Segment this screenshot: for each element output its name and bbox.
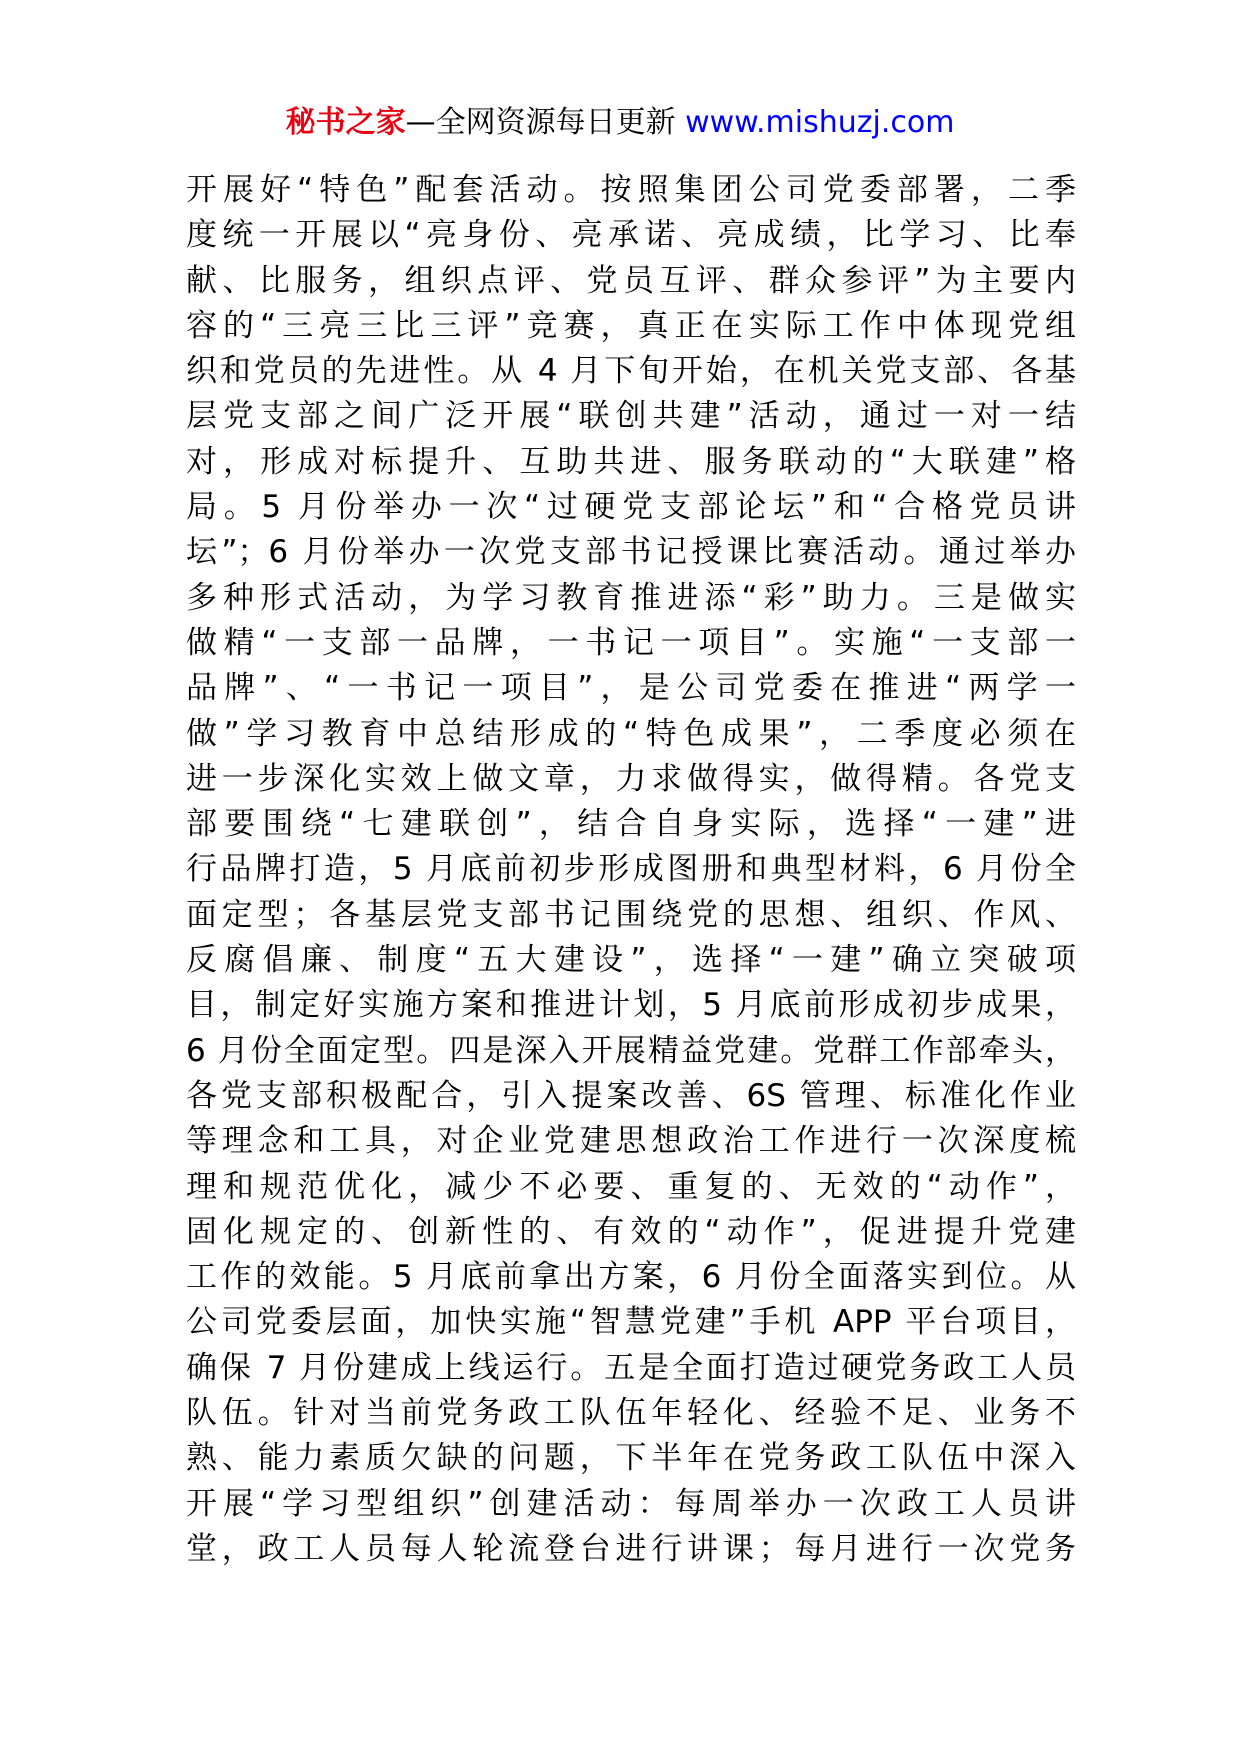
text-line: 堂，政工人员每人轮流登台进行讲课；每月进行一次党务 (186, 1530, 1076, 1567)
text-line: 对，形成对标提升、互助共进、服务联动的“大联建”格 (186, 443, 1076, 480)
text-line: 献、比服务，组织点评、党员互评、群众参评”为主要内 (186, 262, 1076, 299)
text-line: 坛”；6 月份举办一次党支部书记授课比赛活动。通过举办 (186, 534, 1076, 571)
text-line: 理和规范优化，减少不必要、重复的、无效的“动作”， (186, 1168, 1076, 1205)
header-tagline: —全网资源每日更新 (405, 105, 686, 140)
text-line: 工作的效能。5 月底前拿出方案，6 月份全面落实到位。从 (186, 1259, 1076, 1296)
site-url-link[interactable]: www.mishuzj.com (685, 105, 955, 140)
text-line: 做”学习教育中总结形成的“特色成果”，二季度必须在 (186, 715, 1076, 752)
text-line: 各党支部积极配合，引入提案改善、6S 管理、标准化作业 (186, 1077, 1076, 1114)
text-line: 层党支部之间广泛开展“联创共建”活动，通过一对一结 (186, 398, 1076, 435)
text-line: 固化规定的、创新性的、有效的“动作”，促进提升党建 (186, 1213, 1076, 1250)
document-body (186, 168, 1076, 1572)
text-line: 公司党委层面，加快实施“智慧党建”手机 APP 平台项目， (186, 1304, 1076, 1341)
text-line: 容的“三亮三比三评”竞赛，真正在实际工作中体现党组 (186, 307, 1076, 344)
text-line: 开展“学习型组织”创建活动：每周举办一次政工人员讲 (186, 1485, 1076, 1522)
site-header (0, 98, 1240, 148)
text-line: 度统一开展以“亮身份、亮承诺、亮成绩，比学习、比奉 (186, 217, 1076, 254)
text-line: 部要围绕“七建联创”，结合自身实际，选择“一建”进 (186, 806, 1076, 843)
text-line: 等理念和工具，对企业党建思想政治工作进行一次深度梳 (186, 1123, 1076, 1160)
text-line: 织和党员的先进性。从 4 月下旬开始，在机关党支部、各基 (186, 353, 1076, 390)
text-line: 6 月份全面定型。四是深入开展精益党建。党群工作部牵头， (186, 1032, 1076, 1069)
text-line: 熟、能力素质欠缺的问题，下半年在党务政工队伍中深入 (186, 1440, 1076, 1477)
text-line: 多种形式活动，为学习教育推进添“彩”助力。三是做实 (186, 579, 1076, 616)
text-line: 做精“一支部一品牌，一书记一项目”。实施“一支部一 (186, 624, 1076, 661)
brand-name: 秘书之家 (285, 105, 406, 140)
text-line: 进一步深化实效上做文章，力求做得实，做得精。各党支 (186, 760, 1076, 797)
text-line: 确保 7 月份建成上线运行。五是全面打造过硬党务政工人员 (186, 1349, 1076, 1386)
text-line: 局。5 月份举办一次“过硬党支部论坛”和“合格党员讲 (186, 489, 1076, 526)
text-line: 队伍。针对当前党务政工队伍年轻化、经验不足、业务不 (186, 1395, 1076, 1432)
text-line: 目，制定好实施方案和推进计划，5 月底前形成初步成果， (186, 987, 1076, 1024)
text-line: 开展好“特色”配套活动。按照集团公司党委部署，二季 (186, 172, 1076, 208)
text-line: 反腐倡廉、制度“五大建设”，选择“一建”确立突破项 (186, 942, 1076, 979)
text-line: 行品牌打造，5 月底前初步形成图册和典型材料，6 月份全 (186, 851, 1076, 888)
text-line: 品牌”、“一书记一项目”，是公司党委在推进“两学一 (186, 670, 1076, 707)
text-line: 面定型；各基层党支部书记围绕党的思想、组织、作风、 (186, 896, 1076, 933)
